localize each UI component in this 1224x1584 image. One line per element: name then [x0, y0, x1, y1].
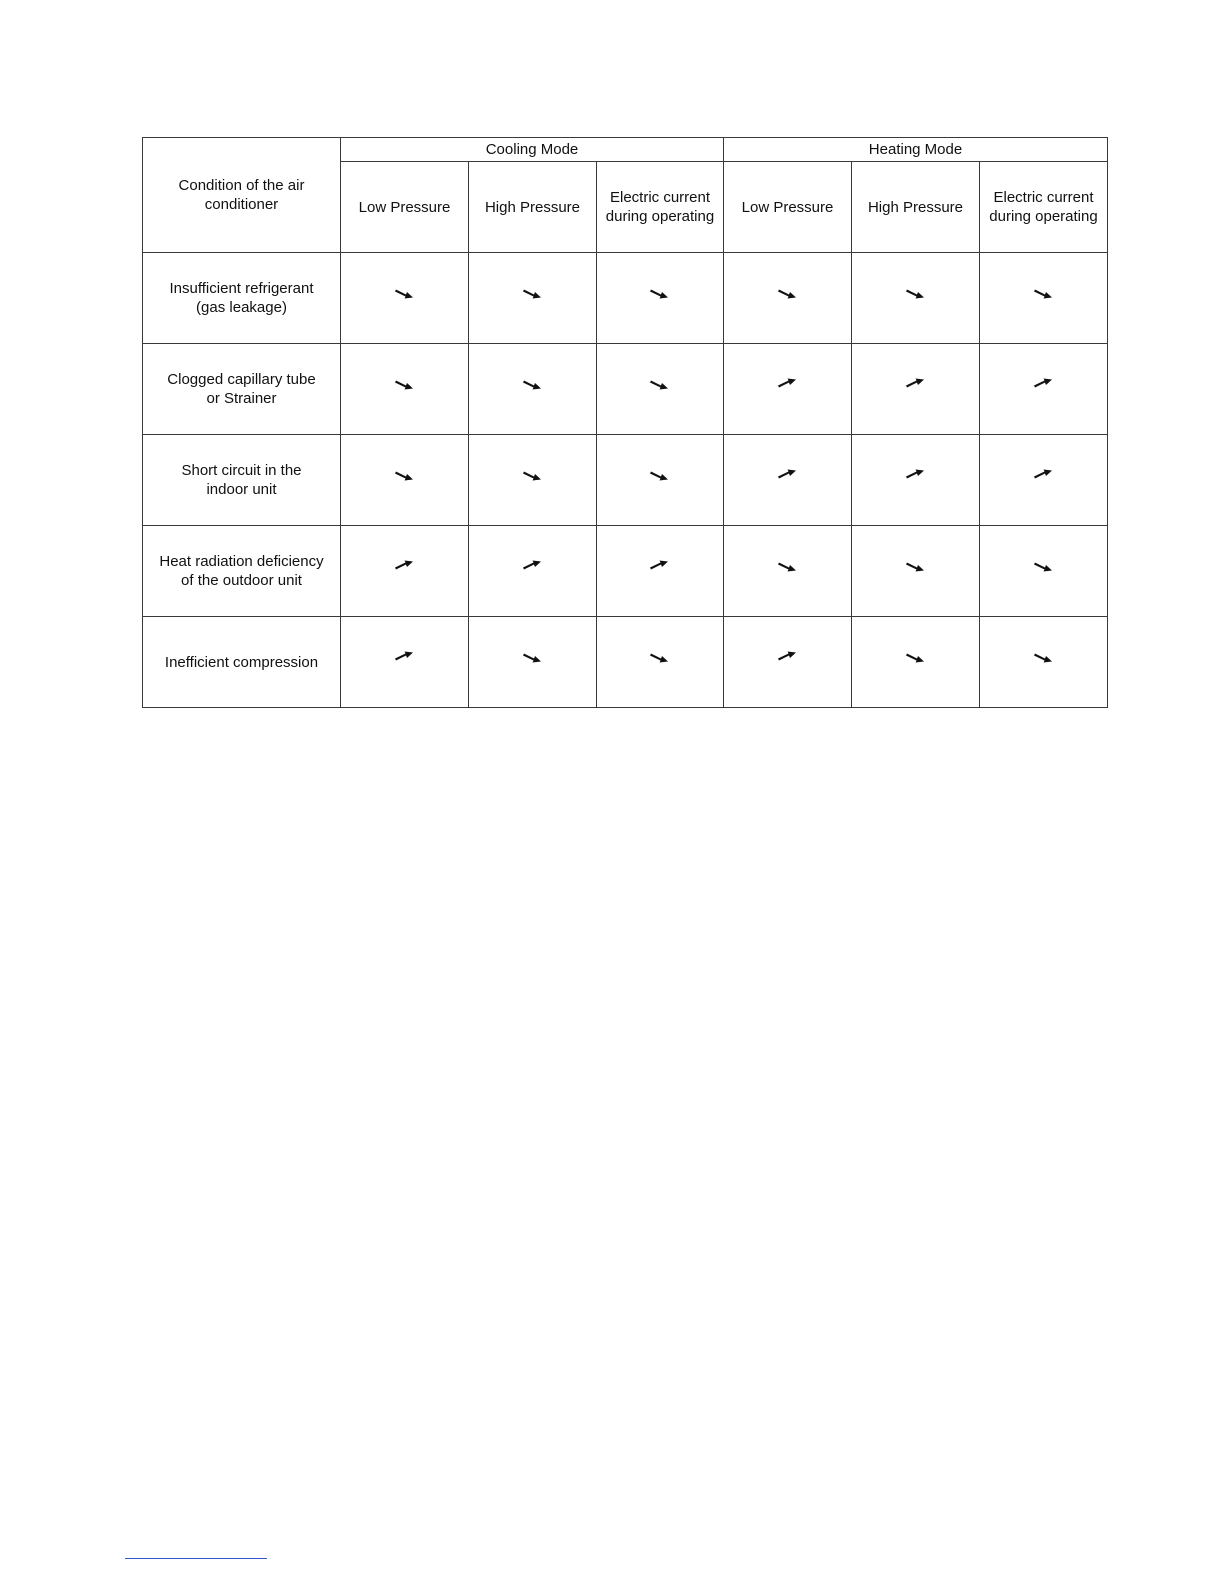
- indicator-cell: [980, 435, 1108, 526]
- sub-header-cooling-high: [469, 162, 597, 253]
- table-body: [143, 253, 1108, 708]
- indicator-cell: [469, 526, 597, 617]
- indicator-cell: [852, 617, 980, 708]
- arrow-up-right-icon: [906, 377, 926, 391]
- indicator-cell: [469, 344, 597, 435]
- arrow-down-right-icon: [906, 650, 926, 664]
- indicator-cell: [980, 344, 1108, 435]
- footer-divider: [125, 1558, 267, 1559]
- indicator-cell: [724, 617, 852, 708]
- arrow-up-right-icon: [395, 650, 415, 664]
- indicator-cell: [341, 344, 469, 435]
- condition-label-line2: (gas leakage): [196, 299, 287, 316]
- sub-header-label: Low Pressure: [741, 198, 834, 216]
- sub-header-heating-low: [724, 162, 852, 253]
- arrow-up-right-icon: [650, 559, 670, 573]
- sub-header-cooling-low: [341, 162, 469, 253]
- sub-header-label: High Pressure: [867, 198, 964, 216]
- indicator-cell: [597, 526, 724, 617]
- indicator-cell: [980, 617, 1108, 708]
- table-row: [143, 435, 1108, 526]
- indicator-cell: [597, 435, 724, 526]
- cooling-mode-header: [341, 138, 724, 162]
- table-row: [143, 526, 1108, 617]
- arrow-up-right-icon: [778, 468, 798, 482]
- arrow-down-right-icon: [395, 286, 415, 300]
- arrow-down-right-icon: [778, 559, 798, 573]
- condition-cell: [143, 526, 341, 617]
- arrow-down-right-icon: [523, 286, 543, 300]
- sub-header-heating-current: [980, 162, 1108, 253]
- sub-header-cooling-current: [597, 162, 724, 253]
- corner-header-label: Condition of the air conditioner: [178, 177, 305, 213]
- arrow-down-right-icon: [1034, 650, 1054, 664]
- heating-mode-label: Heating Mode: [868, 141, 963, 158]
- condition-label-line2: or Strainer: [206, 390, 277, 407]
- arrow-up-right-icon: [778, 377, 798, 391]
- indicator-cell: [341, 435, 469, 526]
- arrow-down-right-icon: [906, 286, 926, 300]
- condition-label-line1: Inefficient compression: [164, 653, 319, 671]
- arrow-down-right-icon: [650, 468, 670, 482]
- arrow-down-right-icon: [523, 377, 543, 391]
- sub-header-label: Low Pressure: [358, 198, 451, 216]
- condition-cell: [143, 617, 341, 708]
- arrow-down-right-icon: [650, 286, 670, 300]
- arrow-down-right-icon: [906, 559, 926, 573]
- condition-cell: [143, 435, 341, 526]
- condition-label-line2: of the outdoor unit: [181, 572, 302, 589]
- indicator-cell: [852, 253, 980, 344]
- indicator-cell: [852, 435, 980, 526]
- arrow-up-right-icon: [1034, 377, 1054, 391]
- indicator-cell: [724, 435, 852, 526]
- indicator-cell: [852, 344, 980, 435]
- arrow-down-right-icon: [523, 468, 543, 482]
- indicator-cell: [724, 253, 852, 344]
- indicator-cell: [341, 526, 469, 617]
- sub-header-label: Electric current during operating: [989, 189, 1098, 225]
- arrow-up-right-icon: [778, 650, 798, 664]
- indicator-cell: [469, 435, 597, 526]
- indicator-cell: [852, 526, 980, 617]
- condition-label-line2: indoor unit: [206, 481, 277, 498]
- indicator-cell: [469, 253, 597, 344]
- arrow-down-right-icon: [523, 650, 543, 664]
- diagnosis-table: [142, 137, 1108, 708]
- cooling-mode-label: Cooling Mode: [485, 141, 579, 158]
- arrow-down-right-icon: [395, 468, 415, 482]
- indicator-cell: [597, 253, 724, 344]
- arrow-down-right-icon: [1034, 286, 1054, 300]
- indicator-cell: [341, 253, 469, 344]
- indicator-cell: [980, 253, 1108, 344]
- indicator-cell: [597, 617, 724, 708]
- condition-label-line1: Short circuit in the: [181, 462, 302, 479]
- arrow-down-right-icon: [395, 377, 415, 391]
- arrow-down-right-icon: [650, 650, 670, 664]
- condition-cell: [143, 253, 341, 344]
- indicator-cell: [724, 526, 852, 617]
- condition-label-line1: Clogged capillary tube: [167, 371, 316, 388]
- sub-header-label: Electric current during operating: [605, 189, 715, 225]
- arrow-up-right-icon: [395, 559, 415, 573]
- condition-cell: [143, 344, 341, 435]
- table-row: [143, 253, 1108, 344]
- sub-header-heating-high: [852, 162, 980, 253]
- condition-label-line1: Heat radiation deficiency: [159, 553, 324, 570]
- arrow-down-right-icon: [778, 286, 798, 300]
- heating-mode-header: [724, 138, 1108, 162]
- table-row: [143, 617, 1108, 708]
- arrow-up-right-icon: [523, 559, 543, 573]
- arrow-down-right-icon: [1034, 559, 1054, 573]
- indicator-cell: [724, 344, 852, 435]
- condition-label-line1: Insufficient refrigerant: [169, 280, 314, 297]
- indicator-cell: [597, 344, 724, 435]
- indicator-cell: [980, 526, 1108, 617]
- arrow-up-right-icon: [906, 468, 926, 482]
- sub-header-label: High Pressure: [484, 198, 581, 216]
- corner-header-cell: [143, 138, 341, 253]
- indicator-cell: [469, 617, 597, 708]
- arrow-down-right-icon: [650, 377, 670, 391]
- indicator-cell: [341, 617, 469, 708]
- table-row: [143, 344, 1108, 435]
- arrow-up-right-icon: [1034, 468, 1054, 482]
